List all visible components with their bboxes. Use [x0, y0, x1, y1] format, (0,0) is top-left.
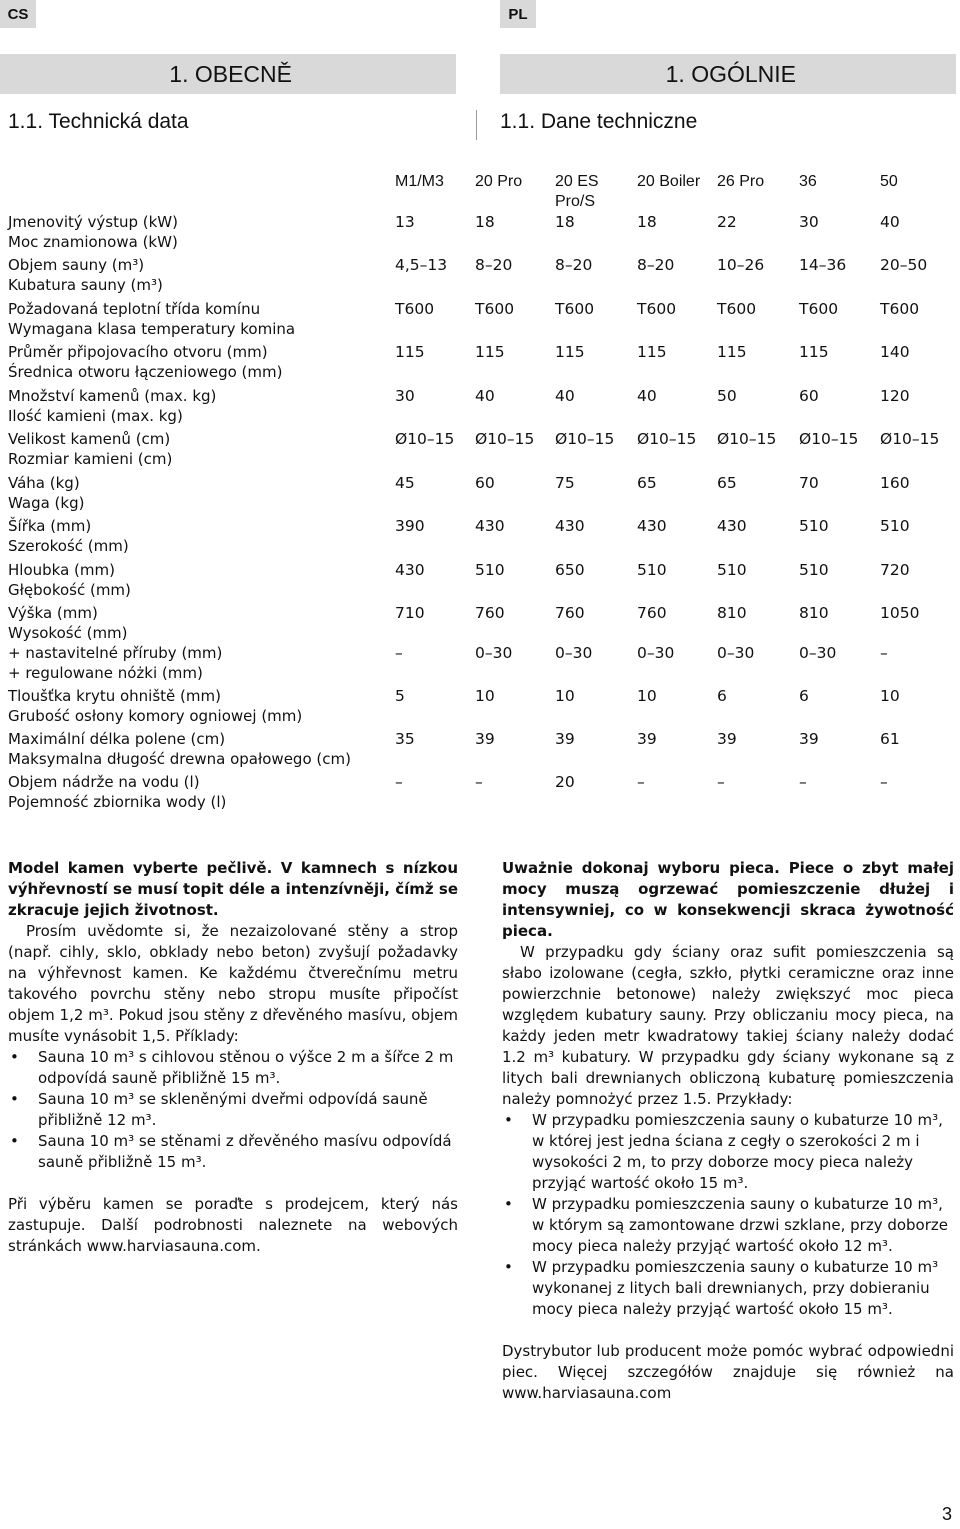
- row-label-cs: Tloušťka krytu ohniště (mm): [8, 687, 221, 705]
- table-cell: 510: [880, 517, 910, 535]
- column-header: 20 Boiler: [637, 173, 701, 190]
- table-cell: 115: [717, 343, 747, 361]
- table-cell: 70: [799, 474, 819, 492]
- table-cell: 6: [717, 687, 727, 705]
- row-label-cs: Váha (kg): [8, 474, 80, 492]
- table-cell: 18: [555, 213, 575, 231]
- table-cell: Ø10–15: [637, 430, 697, 448]
- table-cell: 60: [799, 387, 819, 405]
- table-cell: 14–36: [799, 256, 847, 274]
- row-label-cs: Šířka (mm): [8, 517, 92, 535]
- row-label-pl: Kubatura sauny (m³): [8, 276, 163, 294]
- table-cell: 61: [880, 730, 900, 748]
- row-label-cs: Průměr připojovacího otvoru (mm): [8, 343, 268, 361]
- list-item: • Sauna 10 m³ se stěnami z dřevěného masívu odpovídá sauně přibližně 15 m³.: [8, 1131, 458, 1173]
- table-cell: –: [395, 773, 403, 791]
- table-cell: 810: [799, 604, 829, 622]
- table-cell: 430: [555, 517, 585, 535]
- table-cell: 40: [475, 387, 495, 405]
- table-cell: 115: [637, 343, 667, 361]
- list-item: • W przypadku pomieszczenia sauny o kubaturze 10 m³ wykonanej z litych bali drewnianych, przy dobieraniu mocy pieca należy przyjąć wartość około 15 m³.: [502, 1257, 954, 1320]
- table-cell: T600: [717, 300, 757, 318]
- table-cell: 810: [717, 604, 747, 622]
- table-cell: Ø10–15: [475, 430, 535, 448]
- table-cell: 430: [637, 517, 667, 535]
- table-cell: 760: [555, 604, 585, 622]
- table-cell: 6: [799, 687, 809, 705]
- column-header: 36: [799, 173, 817, 190]
- language-tag-cs: CS: [0, 0, 36, 28]
- table-cell: Ø10–15: [555, 430, 615, 448]
- table-cell: –: [880, 773, 888, 791]
- table-cell: 35: [395, 730, 415, 748]
- paragraph-pl-1: W przypadku gdy ściany oraz sufit pomieszczenia są słabo izolowane (cegła, szkło, płytki ceramiczne oraz inne powierzchnie betonowe) należy zwiększyć moc pieca względem kubatury sauny. Przy obliczaniu mocy pieca, na każdy jeden metr kwadratowy takiej ściany należy dodać 1.2 m³ kubatury. W przypadku gdy ściany wykonane są z litych bali drewnianych obliczoną kubaturę pomieszczenia należy pomnożyć przez 1.5. Przykłady:: [502, 943, 954, 1108]
- table-cell: 30: [799, 213, 819, 231]
- table-cell: 510: [475, 561, 505, 579]
- table-cell: 13: [395, 213, 415, 231]
- row-label-pl: Rozmiar kamieni (cm): [8, 450, 173, 468]
- row-label-cs: Objem sauny (m³): [8, 256, 145, 274]
- list-item: • Sauna 10 m³ s cihlovou stěnou o výšce 2 m a šířce 2 m odpovídá sauně přibližně 15 m³.: [8, 1047, 458, 1089]
- divider: [476, 110, 477, 140]
- table-cell: 39: [637, 730, 657, 748]
- row-label-pl: Grubość osłony komory ogniowej (mm): [8, 707, 303, 725]
- page-number: 3: [941, 1504, 952, 1524]
- table-cell: 115: [555, 343, 585, 361]
- table-cell: Ø10–15: [880, 430, 940, 448]
- table-cell: 5: [395, 687, 405, 705]
- row-label-cs: Hloubka (mm): [8, 561, 115, 579]
- table-cell: 30: [395, 387, 415, 405]
- table-cell: 720: [880, 561, 910, 579]
- table-cell: 22: [717, 213, 737, 231]
- paragraph-cs-1: Prosím uvědomte si, že nezaizolované stěny a strop (např. cihly, sklo, obklady nebo beton) zvyšují požadavky na výhřevnost kamen. Ke každému čtverečnímu metru takového povrchu stěny nebo stropu musíte připočíst objem 1,2 m³. Pokud jsou stěny z dřevěného masívu, objem musíte vynásobit 1,5. Příklady:: [8, 922, 458, 1045]
- table-cell: 510: [799, 517, 829, 535]
- table-cell: 4,5–13: [395, 256, 448, 274]
- table-cell: 115: [799, 343, 829, 361]
- table-cell: 39: [475, 730, 495, 748]
- table-cell: 710: [395, 604, 425, 622]
- column-header: 26 Pro: [717, 173, 765, 190]
- row-label-pl: Wysokość (mm): [8, 624, 128, 642]
- row-label-cs: Požadovaná teplotní třída komínu: [8, 300, 261, 318]
- table-cell: T600: [637, 300, 677, 318]
- column-header: M1/M3: [395, 173, 444, 190]
- table-cell: 0–30: [799, 644, 837, 662]
- table-cell: 10: [880, 687, 900, 705]
- table-cell: –: [475, 773, 483, 791]
- table-cell: 115: [395, 343, 425, 361]
- list-item: • W przypadku pomieszczenia sauny o kubaturze 10 m³, w którym są zamontowane drzwi szklane, przy doborze mocy pieca należy przyjąć wartość około 12 m³.: [502, 1194, 954, 1257]
- paragraph-cs-2: Při výběru kamen se poraďte s prodejcem, který nás zastupuje. Další podrobnosti naleznete na webových stránkách www.harviasauna.com.: [8, 1195, 458, 1255]
- table-cell: 18: [637, 213, 657, 231]
- table-cell: 430: [395, 561, 425, 579]
- table-cell: 8–20: [555, 256, 593, 274]
- section-title-pl: 1. OGÓLNIE: [500, 54, 956, 94]
- table-cell: 10: [475, 687, 495, 705]
- table-cell: 760: [475, 604, 505, 622]
- table-cell: 45: [395, 474, 415, 492]
- language-tag-pl: PL: [500, 0, 536, 28]
- table-cell: 430: [475, 517, 505, 535]
- table-cell: Ø10–15: [717, 430, 777, 448]
- table-cell: 160: [880, 474, 910, 492]
- table-cell: 0–30: [475, 644, 513, 662]
- table-cell: T600: [799, 300, 839, 318]
- subsection-title-cs: 1.1. Technická data: [8, 110, 189, 133]
- table-cell: 65: [637, 474, 657, 492]
- row-label-pl: Moc znamionowa (kW): [8, 233, 178, 251]
- table-cell: 20–50: [880, 256, 928, 274]
- table-cell: Ø10–15: [395, 430, 455, 448]
- table-cell: –: [717, 773, 725, 791]
- row-label-pl: Wymagana klasa temperatury komina: [8, 320, 296, 338]
- table-cell: Ø10–15: [799, 430, 859, 448]
- table-cell: T600: [395, 300, 435, 318]
- table-cell: 10: [555, 687, 575, 705]
- intro-bold-cs: Model kamen vyberte pečlivě. V kamnech s nízkou výhřevností se musí topit déle a intenzívněji, čímž se zkracuje jejich životnost.: [8, 859, 458, 919]
- paragraph-pl-2: Dystrybutor lub producent może pomóc wybrać odpowiedni piec. Więcej szczegółów znajduje się również na www.harviasauna.com: [502, 1342, 954, 1402]
- table-cell: 60: [475, 474, 495, 492]
- table-cell: T600: [880, 300, 920, 318]
- intro-bold-pl: Uważnie dokonaj wyboru pieca. Piece o zbyt małej mocy muszą ogrzewać pomieszczenie dłużej i intensywniej, co w konsekwencji skraca żywotność pieca.: [502, 859, 954, 940]
- table-cell: 10: [637, 687, 657, 705]
- row-label-pl: Maksymalna długość drewna opałowego (cm): [8, 750, 351, 768]
- table-cell: 0–30: [717, 644, 755, 662]
- row-label-pl: + regulowane nóżki (mm): [8, 664, 203, 682]
- row-label-cs: + nastavitelné příruby (mm): [8, 644, 223, 662]
- table-cell: 0–30: [637, 644, 675, 662]
- table-cell: –: [880, 644, 888, 662]
- examples-list-pl: [502, 1110, 954, 1320]
- row-label-cs: Množství kamenů (max. kg): [8, 387, 217, 405]
- table-cell: 140: [880, 343, 910, 361]
- table-cell: 0–30: [555, 644, 593, 662]
- row-label-cs: Výška (mm): [8, 604, 98, 622]
- table-cell: 18: [475, 213, 495, 231]
- table-cell: 50: [717, 387, 737, 405]
- table-cell: 39: [799, 730, 819, 748]
- row-label-pl: Waga (kg): [8, 494, 85, 512]
- list-item: • W przypadku pomieszczenia sauny o kubaturze 10 m³, w której jest jedna ściana z cegły o szerokości 2 m i wysokości 2 m, to przy doborze mocy pieca należy przyjąć wartość około 15 m³.: [502, 1110, 954, 1194]
- table-cell: 40: [555, 387, 575, 405]
- text-column-cs: [8, 858, 458, 1257]
- text-column-pl: [502, 858, 954, 1404]
- table-cell: 39: [717, 730, 737, 748]
- table-cell: 120: [880, 387, 910, 405]
- list-item: • Sauna 10 m³ se skleněnými dveřmi odpovídá sauně přibližně 12 m³.: [8, 1089, 458, 1131]
- table-cell: 20: [555, 773, 575, 791]
- table-cell: 510: [637, 561, 667, 579]
- table-cell: 75: [555, 474, 575, 492]
- table-cell: –: [637, 773, 645, 791]
- table-cell: 430: [717, 517, 747, 535]
- table-cell: 650: [555, 561, 585, 579]
- row-label-pl: Ilość kamieni (max. kg): [8, 407, 183, 425]
- table-cell: 10–26: [717, 256, 765, 274]
- row-label-pl: Pojemność zbiornika wody (l): [8, 793, 227, 811]
- row-label-cs: Velikost kamenů (cm): [8, 430, 171, 448]
- examples-list-cs: [8, 1047, 458, 1173]
- table-cell: 115: [475, 343, 505, 361]
- table-cell: 510: [799, 561, 829, 579]
- table-cell: 510: [717, 561, 747, 579]
- row-label-pl: Szerokość (mm): [8, 537, 129, 555]
- table-cell: 390: [395, 517, 425, 535]
- row-label-cs: Jmenovitý výstup (kW): [8, 213, 178, 231]
- table-cell: 1050: [880, 604, 920, 622]
- column-header: 20 ES Pro/S: [555, 173, 599, 210]
- column-header: 20 Pro: [475, 173, 523, 190]
- table-cell: 760: [637, 604, 667, 622]
- table-cell: –: [799, 773, 807, 791]
- section-title-cs: 1. OBECNĚ: [0, 54, 456, 94]
- row-label-pl: Średnica otworu łączeniowego (mm): [8, 363, 283, 381]
- row-label-cs: Maximální délka polene (cm): [8, 730, 226, 748]
- table-cell: T600: [475, 300, 515, 318]
- table-cell: 8–20: [475, 256, 513, 274]
- table-cell: T600: [555, 300, 595, 318]
- row-label-cs: Objem nádrže na vodu (l): [8, 773, 200, 791]
- table-cell: 40: [637, 387, 657, 405]
- row-label-pl: Głębokość (mm): [8, 581, 131, 599]
- table-cell: 8–20: [637, 256, 675, 274]
- subsection-title-pl: 1.1. Dane techniczne: [500, 110, 698, 133]
- table-cell: 39: [555, 730, 575, 748]
- table-cell: 40: [880, 213, 900, 231]
- table-cell: 65: [717, 474, 737, 492]
- column-header: 50: [880, 173, 898, 190]
- table-cell: –: [395, 644, 403, 662]
